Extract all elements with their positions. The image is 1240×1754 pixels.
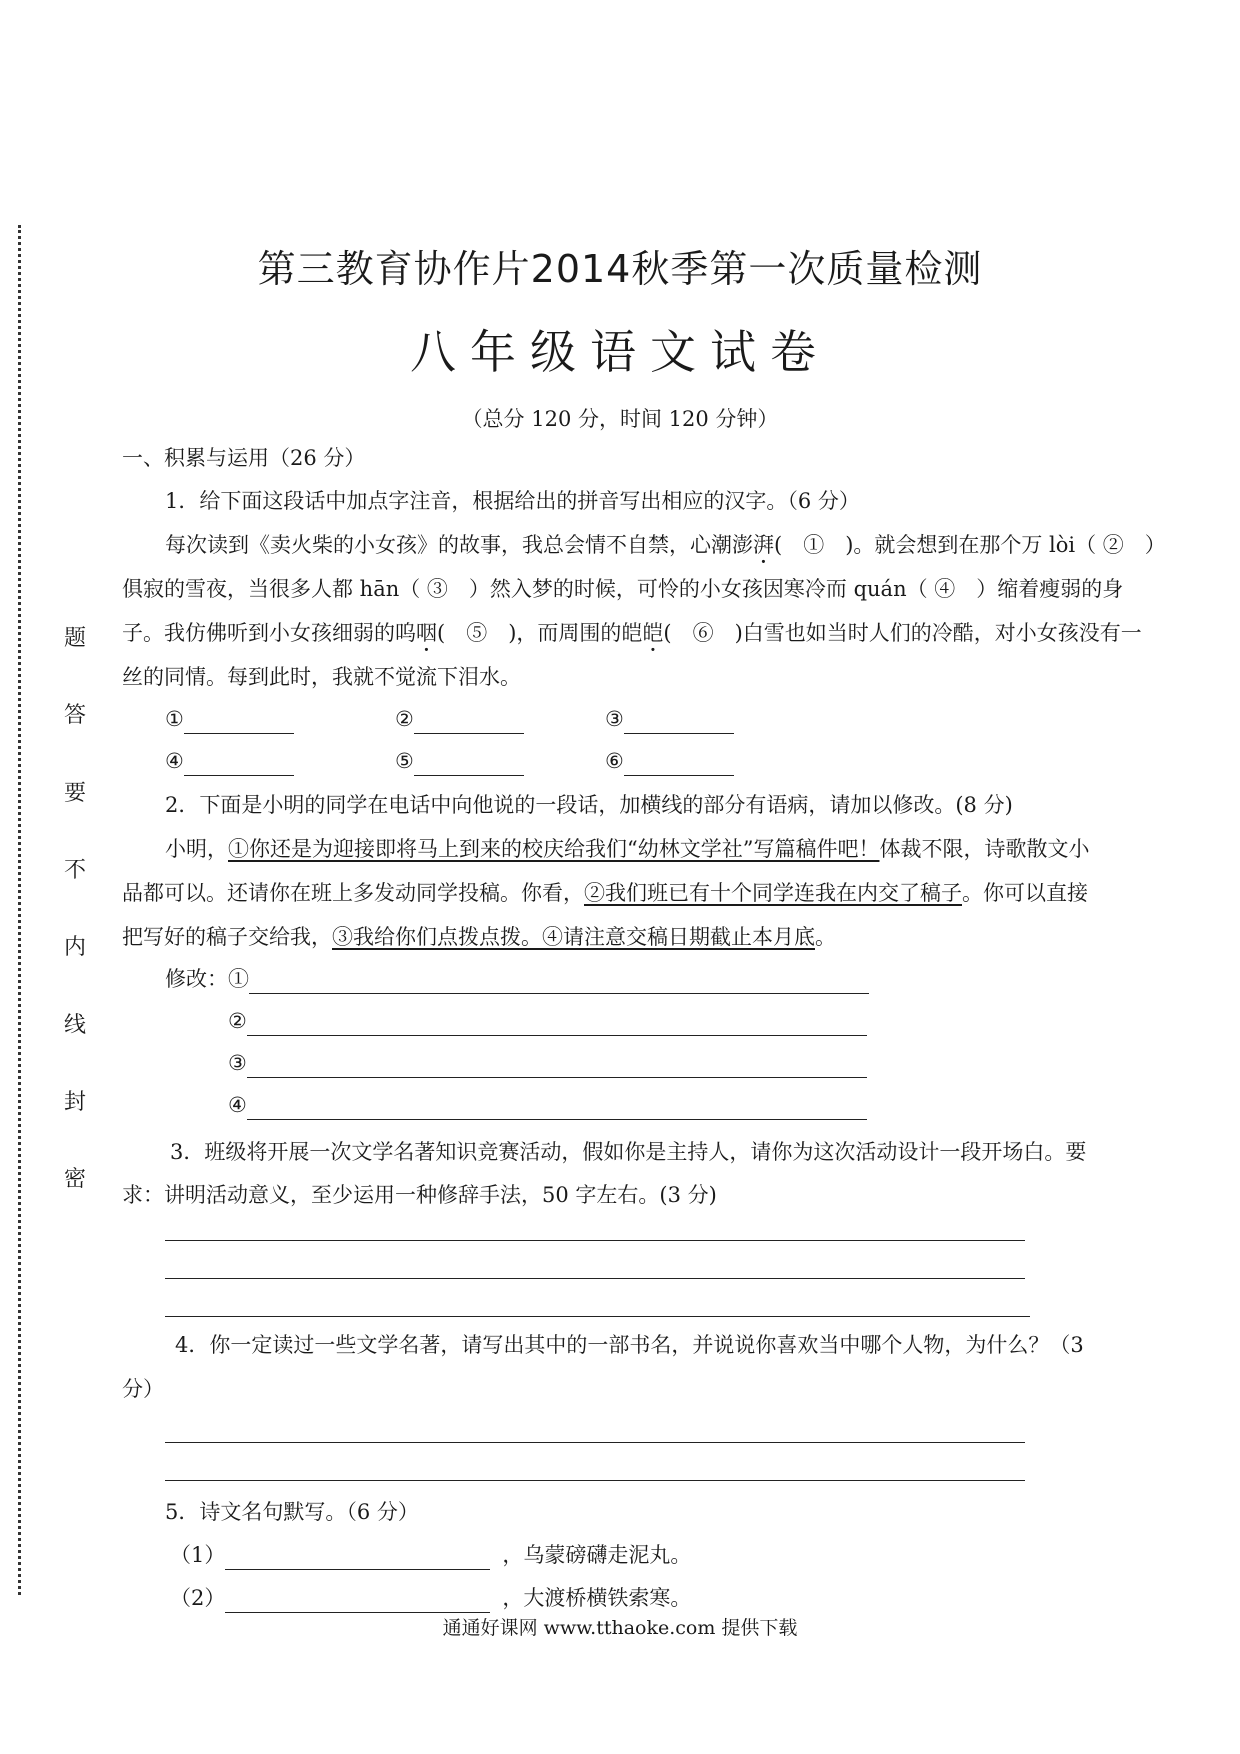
recitation-item-2[interactable]: （2） ，大渡桥横铁索寒。: [170, 1583, 691, 1613]
answer-blank-1[interactable]: ①: [165, 704, 294, 734]
revision-line-3[interactable]: ③: [228, 1048, 867, 1078]
answer-line[interactable]: [165, 1480, 1025, 1481]
answer-line[interactable]: [165, 1240, 1025, 1241]
underlined-error-3-4: ③我给你们点拨点拨。④请注意交稿日期截止本月底: [332, 925, 815, 949]
question-2-passage-line: 小明，①你还是为迎接即将马上到来的校庆给我们“幼林文学社”写篇稿件吧！体裁不限，诗歌散文小: [165, 837, 1090, 861]
margin-char: 题: [63, 626, 86, 651]
question-1-passage-line: 子。我仿佛听到小女孩细弱的呜咽( ⑤ )，而周围的皑皑( ⑥ )白雪也如当时人们的冷酷，对小女孩没有一: [122, 621, 1142, 645]
underlined-error-1: ①你还是为迎接即将马上到来的校庆给我们“幼林文学社”写篇稿件吧！: [228, 837, 880, 861]
question-4-prompt: 4．你一定读过一些文学名著，请写出其中的一部书名，并说说你喜欢当中哪个人物，为什么？（3: [175, 1333, 1084, 1357]
underlined-error-2: ②我们班已有十个同学连我在内交了稿子: [584, 881, 962, 905]
revision-line-1[interactable]: 修改：①: [165, 964, 869, 994]
answer-line[interactable]: [165, 1442, 1025, 1443]
answer-line[interactable]: [165, 1316, 1030, 1317]
margin-char: 封: [63, 1090, 86, 1115]
question-1-passage-line: 丝的同情。每到此时，我就不觉流下泪水。: [122, 665, 521, 689]
revision-line-2[interactable]: ②: [228, 1006, 867, 1036]
question-5-prompt: 5．诗文名句默写。（6 分）: [165, 1500, 419, 1524]
answer-line[interactable]: [165, 1278, 1025, 1279]
exam-subtitle: 八年级语文试卷: [410, 325, 830, 379]
exam-title: 第三教育协作片2014秋季第一次质量检测: [257, 247, 983, 291]
question-4-prompt-cont: 分）: [122, 1377, 164, 1401]
revision-line-4[interactable]: ④: [228, 1090, 867, 1120]
question-1-prompt: 1．给下面这段话中加点字注音，根据给出的拼音写出相应的汉字。（6 分）: [165, 489, 860, 513]
margin-char: 答: [63, 703, 86, 728]
question-2-passage-line: 品都可以。还请你在班上多发动同学投稿。你看，②我们班已有十个同学连我在内交了稿子。你可以直接: [122, 881, 1088, 905]
margin-char: 密: [63, 1167, 86, 1192]
question-2-passage-line: 把写好的稿子交给我，③我给你们点拨点拨。④请注意交稿日期截止本月底。: [122, 925, 836, 949]
margin-char: 不: [63, 858, 86, 883]
margin-char: 要: [63, 781, 86, 806]
exam-meta: （总分 120 分，时间 120 分钟）: [461, 407, 779, 431]
margin-char: 线: [63, 1013, 86, 1038]
margin-char: 内: [63, 935, 86, 960]
recitation-item-1[interactable]: （1） ，乌蒙磅礴走泥丸。: [170, 1540, 691, 1570]
question-3-prompt: 3．班级将开展一次文学名著知识竞赛活动，假如你是主持人，请你为这次活动设计一段开场白。要: [170, 1140, 1087, 1164]
answer-blank-2[interactable]: ②: [395, 704, 524, 734]
question-1-passage-line: 俱寂的雪夜，当很多人都 hān（ ③ ）然入梦的时候，可怜的小女孩因寒冷而 quán（ ④ ）缩着瘦弱的身: [122, 577, 1124, 601]
question-2-prompt: 2．下面是小明的同学在电话中向他说的一段话，加横线的部分有语病，请加以修改。(8 分): [165, 793, 1013, 817]
answer-blank-6[interactable]: ⑥: [605, 746, 734, 776]
footer-source: 通通好课网 www.tthaoke.com 提供下载: [442, 1617, 798, 1639]
answer-blank-5[interactable]: ⑤: [395, 746, 524, 776]
question-3-prompt-cont: 求：讲明活动意义，至少运用一种修辞手法，50 字左右。(3 分): [122, 1183, 717, 1207]
answer-blank-4[interactable]: ④: [165, 746, 294, 776]
question-1-passage-line: 每次读到《卖火柴的小女孩》的故事，我总会情不自禁，心潮澎湃( ① )。就会想到在那个万 lòi（ ② ）: [165, 533, 1166, 557]
section-heading: 一、积累与运用（26 分）: [122, 446, 366, 470]
answer-blank-3[interactable]: ③: [605, 704, 734, 734]
